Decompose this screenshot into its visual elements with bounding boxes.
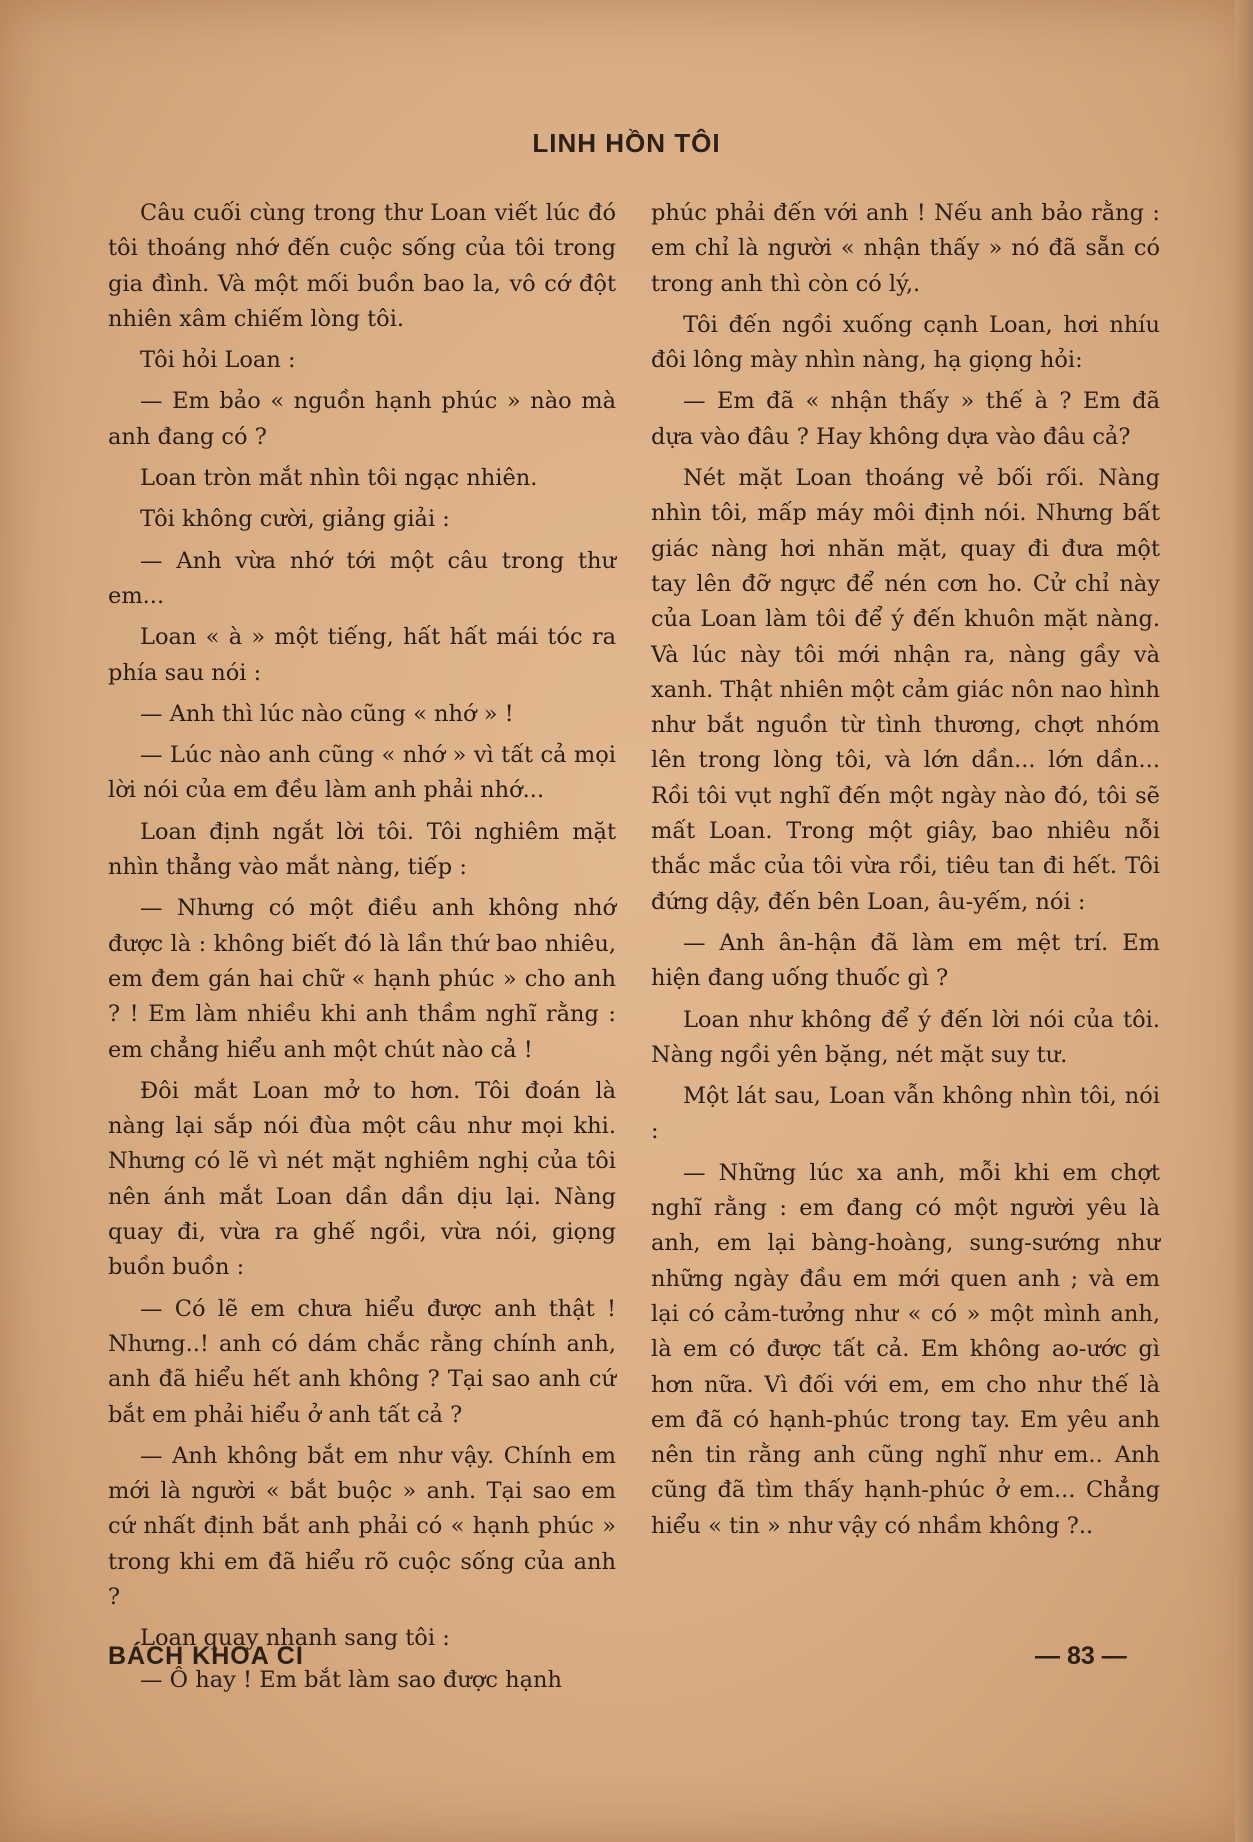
paragraph: Một lát sau, Loan vẫn không nhìn tôi, nói : [651,1083,1160,1145]
paragraph: Câu cuối cùng trong thư Loan viết lúc đó tôi thoáng nhớ đến cuộc sống của tôi trong gia đình. Và một mối buồn bao la, vô cớ đột nhiên xâm chiếm lòng tôi. [108,200,616,332]
paragraph: Tôi đến ngồi xuống cạnh Loan, hơi nhíu đôi lông mày nhìn nàng, hạ giọng hỏi: [651,311,1160,374]
paragraph: — Lúc nào anh cũng « nhớ » vì tất cả mọi lời nói của em đều làm anh phải nhớ... [108,742,616,804]
paragraph: phúc phải đến với anh ! Nếu anh bảo rằng : em chỉ là người « nhận thấy » nó đã sẵn có trong anh thì còn có lý,. [651,200,1160,297]
publication-name: BÁCH KHOA CI [108,1642,304,1670]
paragraph: Tôi hỏi Loan : [140,347,296,374]
paragraph: — Những lúc xa anh, mỗi khi em chợt nghĩ rằng : em đang có một người yêu là anh, em lại bàng-hoàng, sung-sướng như những ngày đầu em mới quen anh ; và em lại có cảm-tưởng như « có » một mình anh, là em có được tất cả. Em không ao-ước gì hơn nữa. Vì đối với em, em cho như thế là em đã có hạnh-phúc trong tay. Em yêu anh nên tin rằng anh cũng nghĩ như em.. Anh cũng đã tìm thấy hạnh-phúc ở em... Chẳng hiểu « tin » như vậy có nhầm không ?.. [651,1159,1160,1539]
left-text-column [108,196,616,1704]
paragraph: Loan tròn mắt nhìn tôi ngạc nhiên. [140,465,538,492]
paragraph: Đôi mắt Loan mở to hơn. Tôi đoán là nàng lại sắp nói đùa một câu như mọi khi. Nhưng có lẽ vì nét mặt nghiêm nghị của tôi nên ánh mắt Loan dần dần dịu lại. Nàng quay đi, vừa ra ghế ngồi, vừa nói, giọng buồn buồn : [108,1077,616,1281]
paragraph: Loan quay nhanh sang tôi : [140,1625,450,1652]
paragraph: Loan « à » một tiếng, hất hất mái tóc ra phía sau nói : [108,624,616,686]
paragraph: Loan định ngắt lời tôi. Tôi nghiêm mặt nhìn thẳng vào mắt nàng, tiếp : [108,818,616,881]
paragraph: — Em đã « nhận thấy » thế à ? Em đã dựa vào đâu ? Hay không dựa vào đâu cả? [651,388,1160,450]
paragraph: Tôi không cười, giảng giải : [140,506,450,533]
paragraph: — Anh thì lúc nào cũng « nhớ » ! [140,700,514,727]
paragraph: — Có lẽ em chưa hiểu được anh thật ! Nhưng..! anh có dám chắc rằng chính anh, anh đã hiểu hết anh không ? Tại sao anh cứ bắt em phải hiểu ở anh tất cả ? [108,1295,616,1428]
paragraph: — Anh vừa nhớ tới một câu trong thư em... [108,547,616,609]
right-text-column [651,196,1160,1550]
paragraph: Nét mặt Loan thoáng vẻ bối rối. Nàng nhìn tôi, mấp máy môi định nói. Nhưng bất giác nàng hơi nhăn mặt, quay đi đưa một tay lên đỡ ngực để nén cơn ho. Cử chỉ này của Loan làm tôi để ý đến khuôn mặt nàng. Và lúc này tôi mới nhận ra, nàng gầy và xanh. Thật nhiên một cảm giác nôn nao hình như bắt nguồn từ tình thương, chợt nhóm lên trong lòng tôi, và lớn dần... lớn dần... Rồi tôi vụt nghĩ đến một ngày nào đó, tôi sẽ mất Loan. Trong một giây, bao nhiêu nỗi thắc mắc của tôi vừa rồi, tiêu tan đi hết. Tôi đứng dậy, đến bên Loan, âu-yếm, nói : [651,465,1160,915]
paragraph: — Em bảo « nguồn hạnh phúc » nào mà anh đang có ? [108,388,616,450]
paragraph: — Nhưng có một điều anh không nhớ được là : không biết đó là lần thứ bao nhiêu, em đem gán hai chữ « hạnh phúc » cho anh ? ! Em làm nhiều khi anh thầm nghĩ rằng : em chẳng hiểu anh một chút nào cả ! [108,895,616,1063]
page-number: — 83 — [1035,1642,1127,1670]
paragraph: — Ô hay ! Em bắt làm sao được hạnh [140,1666,562,1693]
paragraph: — Anh không bắt em như vậy. Chính em mới là người « bắt buộc » anh. Tại sao em cứ nhất định bắt anh phải có « hạnh phúc » trong khi em đã hiểu rõ cuộc sống của anh ? [108,1442,616,1610]
story-title: LINH HỒN TÔI [532,128,721,158]
paragraph: — Anh ân-hận đã làm em mệt trí. Em hiện đang uống thuốc gì ? [651,929,1160,992]
paragraph: Loan như không để ý đến lời nói của tôi. Nàng ngồi yên bặng, nét mặt suy tư. [651,1006,1160,1068]
page-edge-shadow [1235,0,1253,1842]
